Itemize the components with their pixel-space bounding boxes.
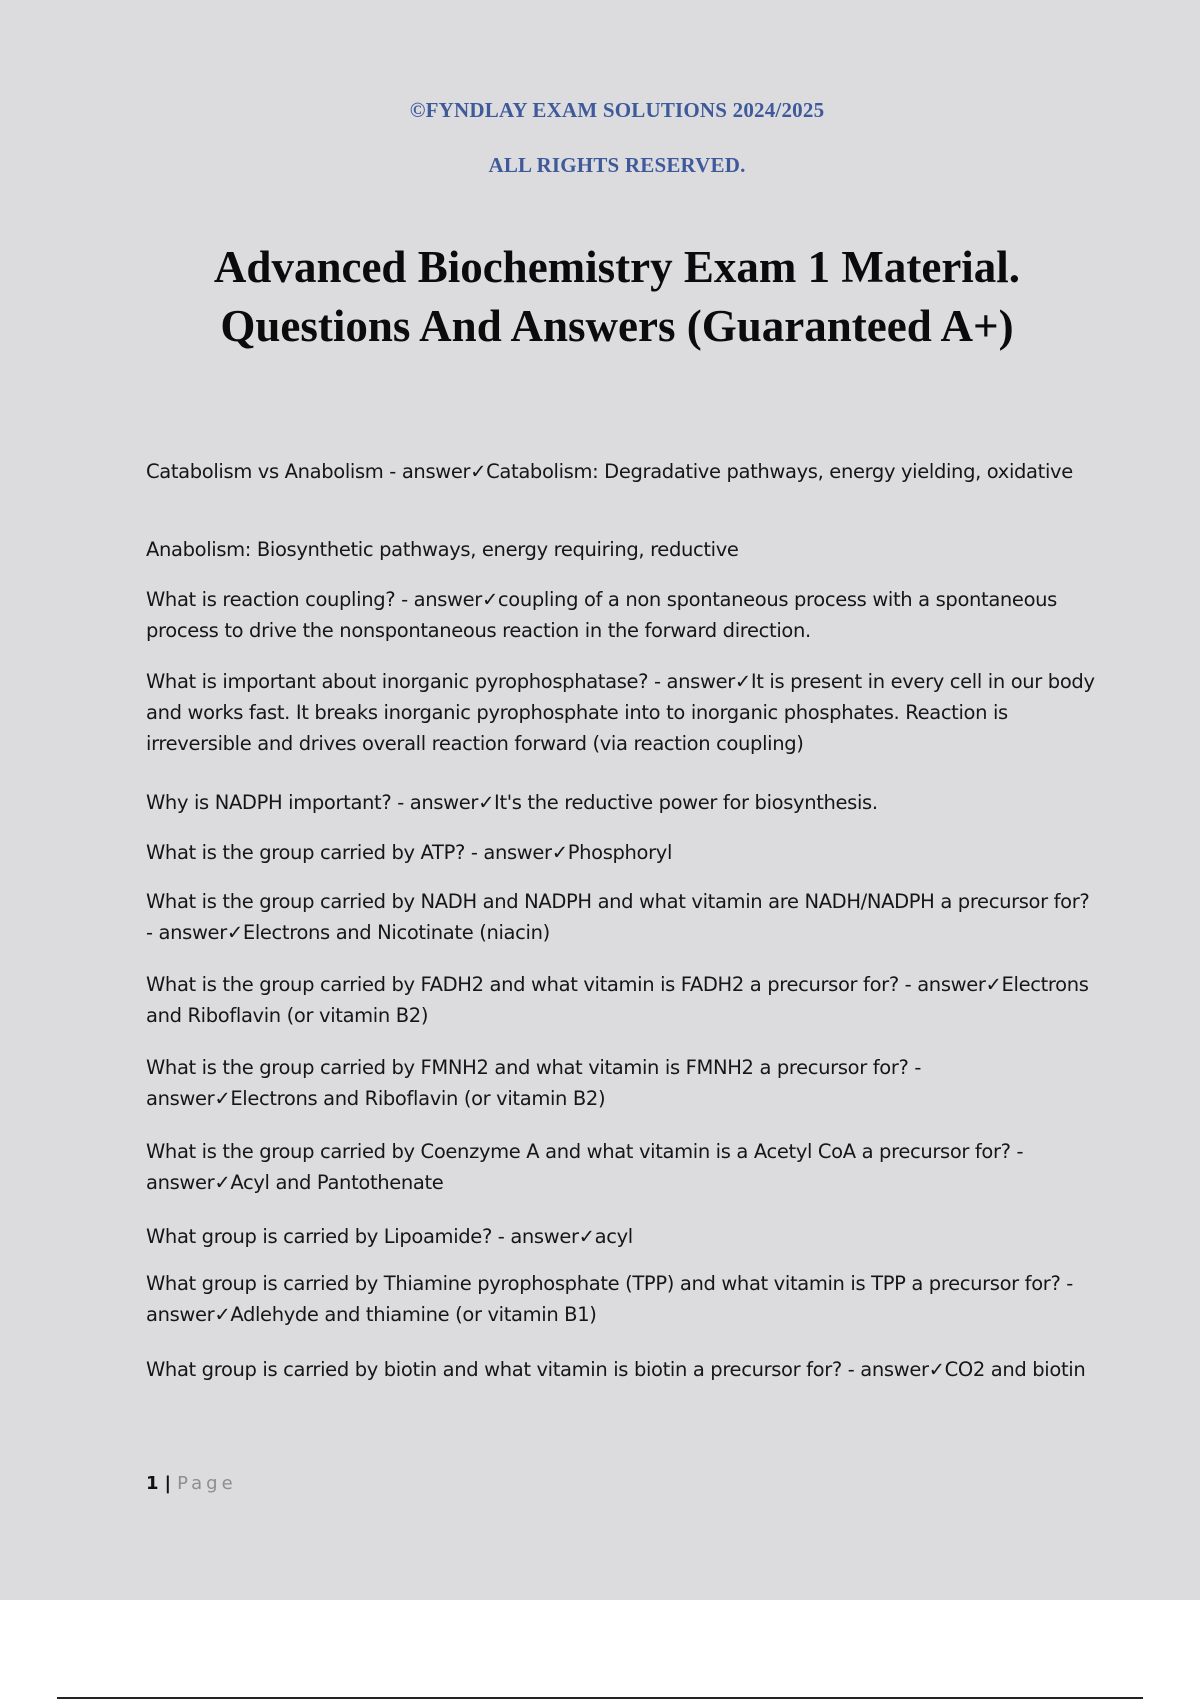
page-number: 1 [146, 1473, 159, 1494]
qa-item: Why is NADPH important? - answer✓It's the reductive power for biosynthesis. [146, 791, 878, 814]
qa-item: What is the group carried by FADH2 and what vitamin is FADH2 a precursor for? - answer✓Electrons and Riboflavin (or vitamin B2) [146, 973, 1089, 1027]
qa-item: What is important about inorganic pyrophosphatase? - answer✓It is present in every cell in our body and works fast. It breaks inorganic pyrophosphate into to inorganic phosphates. Reaction is irreversible and drives overall reaction forward (via reaction coupling) [146, 670, 1095, 755]
qa-item: What group is carried by biotin and what vitamin is biotin a precursor for? - answer✓CO2 and biotin [146, 1358, 1086, 1381]
qa-item: What is the group carried by FMNH2 and what vitamin is FMNH2 a precursor for? - answer✓Electrons and Riboflavin (or vitamin B2) [146, 1056, 922, 1110]
qa-item: What is reaction coupling? - answer✓coupling of a non spontaneous process with a spontaneous process to drive the nonspontaneous reaction in the forward direction. [146, 588, 1057, 642]
next-page-rule [57, 1697, 1143, 1699]
page-label: Page [177, 1473, 237, 1494]
rights-reserved-notice: ALL RIGHTS RESERVED. [488, 153, 746, 177]
page-footer [146, 1473, 237, 1494]
document-title [0, 238, 1200, 356]
qa-item: Catabolism vs Anabolism - answer✓Catabolism: Degradative pathways, energy yielding, oxidative [146, 460, 1073, 483]
title-line-1: Advanced Biochemistry Exam 1 Material. [213, 242, 1021, 292]
qa-item: What is the group carried by NADH and NADPH and what vitamin are NADH/NADPH a precursor for? - answer✓Electrons and Nicotinate (niacin) [146, 890, 1090, 944]
qa-item: What group is carried by Thiamine pyrophosphate (TPP) and what vitamin is TPP a precursor for? - answer✓Adlehyde and thiamine (or vitamin B1) [146, 1272, 1073, 1326]
footer-separator: | [164, 1473, 172, 1494]
qa-item: Anabolism: Biosynthetic pathways, energy requiring, reductive [146, 538, 739, 561]
qa-item: What group is carried by Lipoamide? - answer✓acyl [146, 1225, 633, 1248]
copyright-notice: ©FYNDLAY EXAM SOLUTIONS 2024/2025 [409, 98, 825, 122]
qa-item: What is the group carried by ATP? - answer✓Phosphoryl [146, 841, 673, 864]
title-line-2: Questions And Answers (Guaranteed A+) [220, 301, 1014, 351]
qa-item: What is the group carried by Coenzyme A and what vitamin is a Acetyl CoA a precursor for? - answer✓Acyl and Pantothenate [146, 1140, 1024, 1194]
